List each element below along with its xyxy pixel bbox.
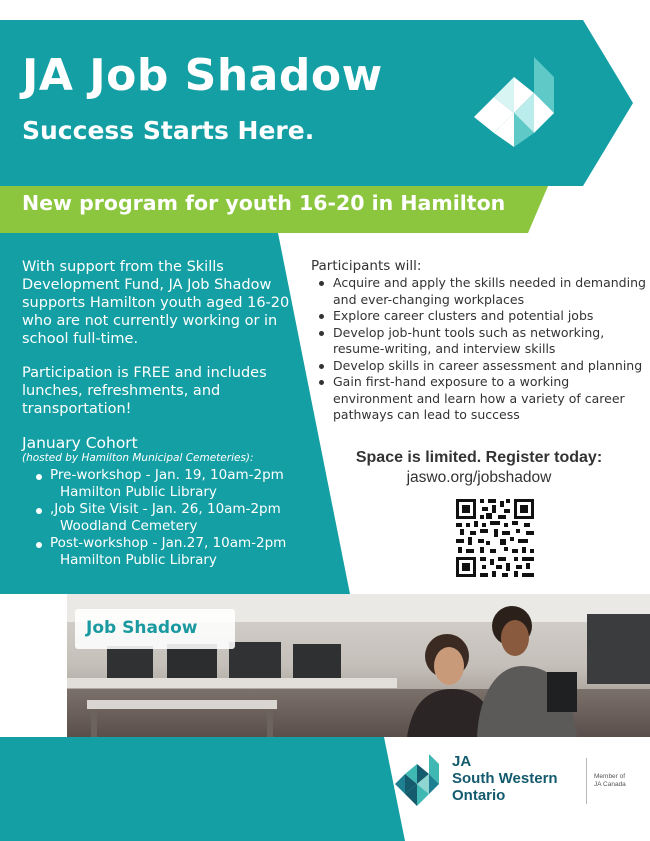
support-paragraph: With support from the Skills Development Fund, JA Job Shadow supports Hamilton youth aged 16-20 who are not currently working or in school full-time.: [22, 259, 290, 347]
outcome-item: Develop job-hunt tools such as networking, resume-writing, and interview skills: [319, 325, 647, 358]
schedule-item: [36, 501, 292, 535]
membership-line: Member of: [594, 773, 626, 780]
outcome-item: Gain first-hand exposure to a working environment and learn how a variety of career pathways can lead to success: [319, 374, 647, 424]
outcome-item: Acquire and apply the skills needed in demanding and ever-changing workplaces: [319, 275, 647, 308]
cohort-title: January Cohort: [22, 434, 138, 452]
schedule-item-label: Pre-workshop - Jan. 19, 10am-2pm: [50, 467, 284, 483]
outcome-item: Develop skills in career assessment and planning: [319, 358, 647, 375]
footer-divider: [586, 758, 587, 804]
organization-name: [452, 753, 558, 804]
org-name-line: Ontario: [452, 787, 506, 804]
footer-logo-icon: [393, 752, 441, 808]
schedule-item-location: Hamilton Public Library: [60, 552, 217, 568]
participant-outcomes: [311, 258, 647, 424]
schedule-item-location: Hamilton Public Library: [60, 484, 217, 500]
membership-line: JA Canada: [594, 781, 626, 788]
page-title: JA Job Shadow: [22, 50, 383, 101]
schedule-item-location: Woodland Cemetery: [60, 518, 198, 534]
page-subtitle: Success Starts Here.: [22, 116, 315, 145]
registration-link[interactable]: jaswo.org/jobshadow: [406, 469, 552, 486]
photo-badge-text: Job Shadow: [86, 618, 198, 638]
program-banner: New program for youth 16-20 in Hamilton: [22, 191, 506, 215]
outcomes-list: [311, 275, 647, 424]
bottom-teal-panel: [0, 737, 405, 841]
cohort-host: (hosted by Hamilton Municipal Cemeteries):: [22, 452, 254, 464]
schedule-item: [36, 535, 292, 569]
outcome-item: Explore career clusters and potential jobs: [319, 308, 647, 325]
free-paragraph: Participation is FREE and includes lunches, refreshments, and transportation!: [22, 365, 267, 417]
registration-callout: [311, 448, 647, 488]
schedule-list: [22, 467, 292, 569]
schedule-item: [36, 467, 292, 501]
header-logo-icon: [472, 55, 557, 150]
cta-heading: Space is limited. Register today:: [355, 449, 603, 466]
qr-code-icon[interactable]: [456, 499, 534, 577]
outcomes-intro: Participants will:: [311, 258, 422, 274]
schedule-item-label: Post-workshop - Jan.27, 10am-2pm: [50, 535, 287, 551]
schedule-item-label: ,Job Site Visit - Jan. 26, 10am-2pm: [50, 501, 281, 517]
program-description: [22, 258, 292, 569]
org-name-line: South Western: [452, 770, 558, 787]
org-name-line: JA: [452, 753, 472, 770]
membership-note: [594, 773, 626, 789]
